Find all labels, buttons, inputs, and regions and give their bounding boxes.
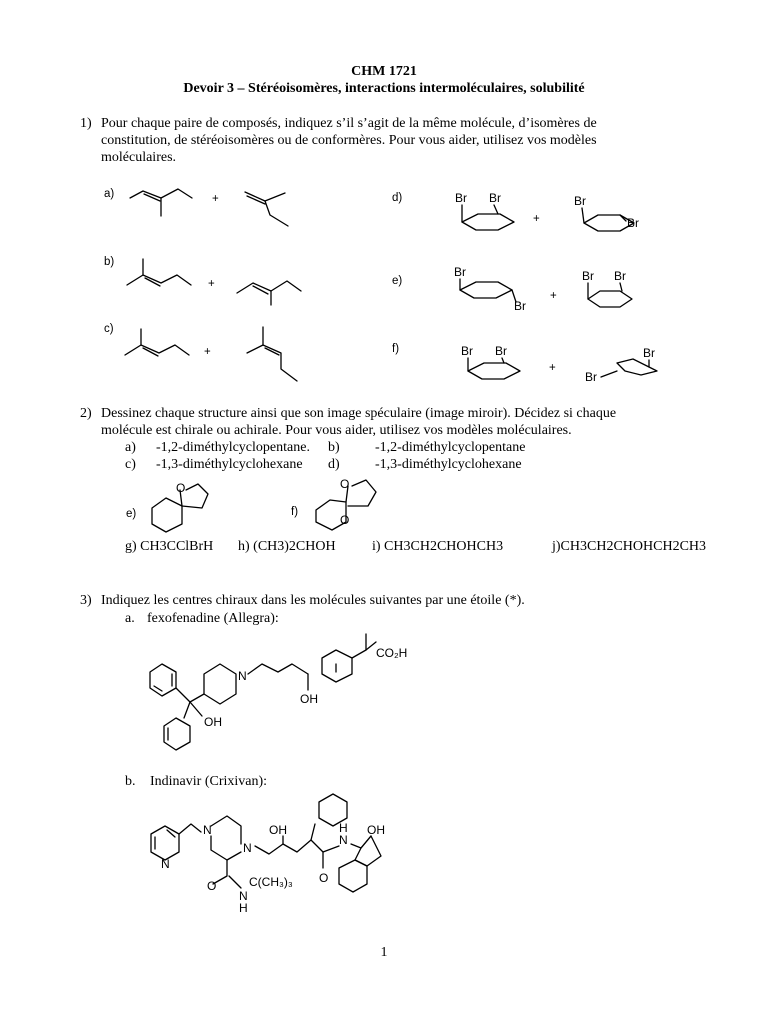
q2-d-label: d) bbox=[328, 457, 340, 472]
atom-o: O bbox=[207, 879, 217, 893]
atom-o: O bbox=[340, 477, 350, 491]
q2-a-label: a) bbox=[125, 440, 136, 455]
q1-label-c: c) bbox=[104, 323, 114, 335]
atom-n: N bbox=[238, 669, 247, 683]
plus-d: + bbox=[533, 213, 540, 225]
q1-number: 1) bbox=[80, 116, 92, 131]
atom-n: N bbox=[339, 833, 348, 847]
atom-br: Br bbox=[585, 370, 597, 384]
q2-text-line2: molécule est chirale ou achirale. Pour vous aider, utilisez vos modèles moléculaires. bbox=[101, 423, 572, 438]
q2-d-text: -1,3-diméthylcyclohexane bbox=[375, 457, 522, 472]
q2-g: g) CH3CClBrH bbox=[125, 539, 214, 554]
atom-n: N bbox=[161, 857, 170, 871]
plus-e: + bbox=[550, 290, 557, 302]
q3-b-label: b. bbox=[125, 774, 136, 789]
atom-h: H bbox=[339, 821, 348, 835]
molecule-1d-right bbox=[572, 193, 647, 243]
q2-f-label: f) bbox=[291, 506, 299, 518]
q2-b-label: b) bbox=[328, 440, 340, 455]
spiro-compound-e bbox=[148, 476, 218, 536]
q2-text-line1: Dessinez chaque structure ainsi que son image spéculaire (image miroir). Décidez si chaque bbox=[101, 406, 617, 421]
molecule-1f-left bbox=[458, 343, 528, 388]
q1-label-e: e) bbox=[392, 275, 403, 287]
molecule-1e-left bbox=[452, 266, 532, 316]
atom-n: N bbox=[239, 889, 248, 903]
plus-c: + bbox=[204, 346, 211, 358]
atom-h: H bbox=[239, 901, 248, 915]
q2-i: i) CH3CH2CHOHCH3 bbox=[372, 539, 504, 554]
atom-oh: OH bbox=[367, 823, 385, 837]
q2-j: j)CH3CH2CHOHCH2CH3 bbox=[552, 539, 707, 554]
atom-br: Br bbox=[455, 191, 467, 205]
plus-a: + bbox=[212, 193, 219, 205]
molecule-1e-right bbox=[580, 269, 640, 317]
q1-label-b: b) bbox=[104, 256, 115, 268]
q3-number: 3) bbox=[80, 593, 92, 608]
atom-br: Br bbox=[574, 194, 586, 208]
molecule-1c-right bbox=[245, 325, 300, 385]
page-number: 1 bbox=[380, 945, 388, 960]
atom-br: Br bbox=[582, 269, 594, 283]
atom-oh: OH bbox=[300, 692, 318, 706]
q1-text-line3: moléculaires. bbox=[101, 150, 177, 165]
atom-o: O bbox=[176, 481, 186, 495]
molecule-1c-left bbox=[123, 325, 193, 361]
molecule-1a-left bbox=[125, 180, 195, 220]
q2-e-label: e) bbox=[126, 508, 137, 520]
atom-br: Br bbox=[454, 265, 466, 279]
plus-f: + bbox=[549, 362, 556, 374]
q3-a-label: a. bbox=[125, 611, 135, 626]
q1-label-f: f) bbox=[392, 343, 400, 355]
atom-co2h: CO₂H bbox=[376, 646, 408, 660]
atom-oh: OH bbox=[204, 715, 222, 729]
atom-o: O bbox=[340, 513, 350, 527]
molecule-1d-left bbox=[452, 190, 522, 240]
q2-a-text: -1,2-diméthylcyclopentane. bbox=[156, 440, 310, 455]
q2-b-text: -1,2-diméthylcyclopentane bbox=[375, 440, 526, 455]
tert-butyl: C(CH₃)₃ bbox=[249, 875, 293, 889]
atom-n: N bbox=[243, 841, 252, 855]
q1-text-line2: constitution, de stéréoisomères ou de conformères. Pour vous aider, utilisez vos modèles bbox=[101, 133, 597, 148]
atom-br: Br bbox=[614, 269, 626, 283]
q3-a-name: fexofenadine (Allegra): bbox=[147, 611, 279, 626]
molecule-1a-right bbox=[240, 182, 300, 230]
q1-text-line1: Pour chaque paire de composés, indiquez s’il s’agit de la même molécule, d’isomères de bbox=[101, 116, 597, 131]
q2-number: 2) bbox=[80, 406, 92, 421]
q1-label-a: a) bbox=[104, 188, 115, 200]
atom-n: N bbox=[203, 823, 212, 837]
atom-br: Br bbox=[489, 191, 501, 205]
q1-label-d: d) bbox=[392, 192, 403, 204]
course-code: CHM 1721 bbox=[351, 64, 417, 79]
atom-br: Br bbox=[514, 299, 526, 313]
q2-h: h) (CH3)2CHOH bbox=[238, 539, 336, 554]
q3-b-name: Indinavir (Crixivan): bbox=[150, 774, 268, 789]
molecule-1b-right bbox=[235, 265, 305, 307]
molecule-1b-left bbox=[125, 255, 195, 291]
atom-o: O bbox=[319, 871, 329, 885]
spiro-ketal-f bbox=[312, 472, 384, 534]
plus-b: + bbox=[208, 278, 215, 290]
q3-text-line1: Indiquez les centres chiraux dans les molécules suivantes par une étoile (*). bbox=[101, 593, 525, 608]
q2-c-text: -1,3-diméthylcyclohexane bbox=[156, 457, 303, 472]
molecule-1f-right bbox=[583, 345, 668, 385]
fexofenadine-structure bbox=[140, 630, 450, 760]
atom-br: Br bbox=[495, 344, 507, 358]
indinavir-structure bbox=[145, 790, 545, 920]
assignment-title: Devoir 3 – Stéréoisomères, interactions intermoléculaires, solubilité bbox=[183, 81, 585, 96]
atom-br: Br bbox=[643, 346, 655, 360]
atom-br: Br bbox=[627, 216, 639, 230]
atom-br: Br bbox=[461, 344, 473, 358]
q2-c-label: c) bbox=[125, 457, 136, 472]
atom-oh: OH bbox=[269, 823, 287, 837]
